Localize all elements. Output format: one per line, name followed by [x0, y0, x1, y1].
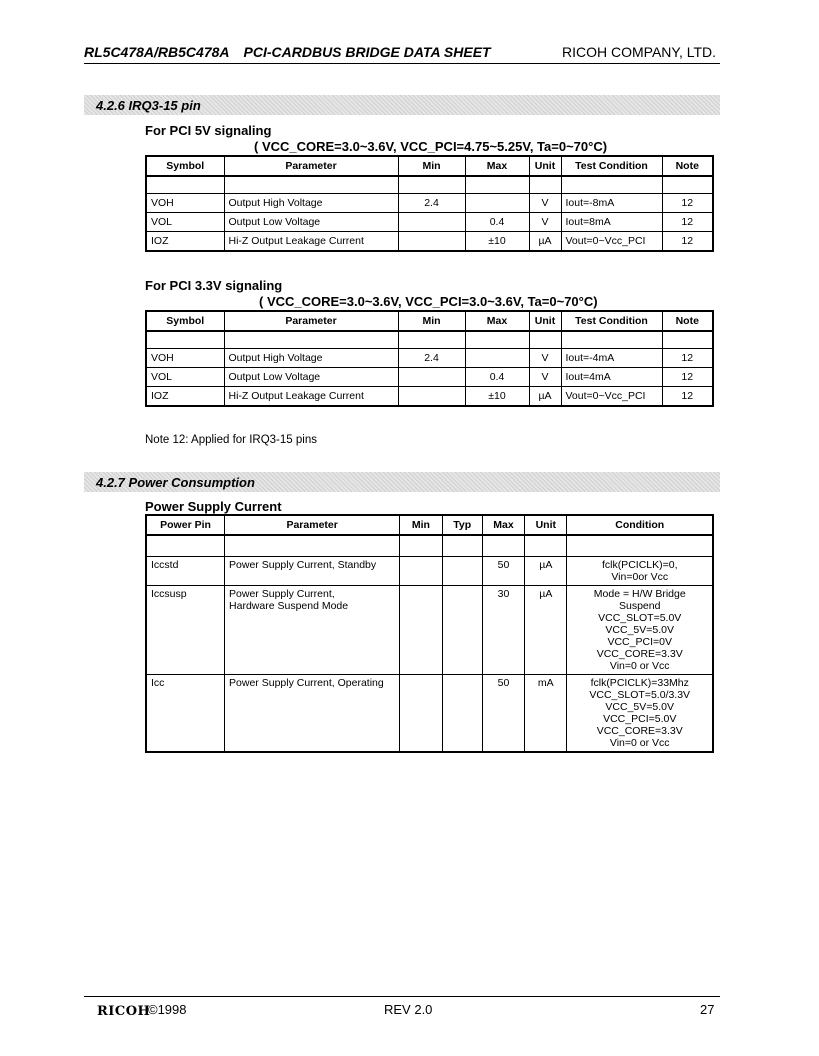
footer-rule [84, 996, 720, 997]
typ-value [442, 557, 482, 586]
table-cell [398, 368, 465, 387]
table-cell: ±10 [465, 387, 529, 407]
column-header: Condition [567, 515, 713, 535]
condition-line: Vin=0 or Vcc [609, 660, 670, 672]
table-cell: µA [529, 232, 561, 252]
column-header: Unit [525, 515, 567, 535]
parameter-line: Power Supply Current, Operating [229, 677, 384, 689]
table-cell: Output High Voltage [224, 349, 398, 368]
table-cell: 2.4 [398, 349, 465, 368]
footer-revision: REV 2.0 [384, 1002, 433, 1017]
condition-line: fclk(PCICLK)=33Mhz [590, 677, 689, 689]
table-cell: 12 [662, 349, 713, 368]
table-cell: IOZ [146, 387, 224, 407]
table-row [146, 213, 713, 232]
condition-line: VCC_SLOT=5.0/3.3V [589, 689, 691, 701]
power-heading: Power Supply Current [145, 499, 282, 514]
table-blank-row [146, 535, 713, 557]
max-value: 50 [482, 675, 524, 753]
table-cell: VOL [146, 213, 224, 232]
ricoh-logo [96, 1003, 151, 1021]
header-rule [84, 63, 720, 64]
table-cell: V [529, 194, 561, 213]
table-cell: Iout=8mA [561, 213, 662, 232]
table-row [146, 349, 713, 368]
svg-text:RICOH: RICOH [97, 1004, 151, 1019]
table-row [146, 557, 713, 586]
column-header: Max [482, 515, 524, 535]
table-cell: Output Low Voltage [224, 213, 398, 232]
column-header: Note [662, 156, 713, 176]
min-value [400, 586, 442, 675]
table-cell: 0.4 [465, 213, 529, 232]
column-header: Min [398, 311, 465, 331]
table-cell [398, 232, 465, 252]
parameter-line: Power Supply Current, [229, 588, 335, 600]
table-cell: IOZ [146, 232, 224, 252]
table-cell [398, 387, 465, 407]
company-name: RICOH COMPANY, LTD. [562, 44, 717, 60]
table-row [146, 368, 713, 387]
max-value: 50 [482, 557, 524, 586]
pci33v-conditions: ( VCC_CORE=3.0~3.6V, VCC_PCI=3.0~3.6V, Ta=0~70°C) [259, 294, 598, 309]
table-cell [465, 194, 529, 213]
section-title-power: 4.2.7 Power Consumption [96, 475, 255, 490]
condition-line: Suspend [619, 600, 661, 612]
footer-copyright: ©1998 [148, 1002, 187, 1017]
column-header: Unit [529, 156, 561, 176]
condition-line: Vin=0or Vcc [611, 571, 669, 583]
table-cell: 12 [662, 194, 713, 213]
condition-line: VCC_PCI=0V [607, 636, 672, 648]
pci5v-heading: For PCI 5V signaling [145, 123, 272, 138]
min-value [400, 675, 442, 753]
parameter-line: Hardware Suspend Mode [229, 600, 349, 612]
column-header: Typ [442, 515, 482, 535]
table-blank-row [146, 331, 713, 349]
table-cell: 0.4 [465, 368, 529, 387]
column-header: Parameter [224, 156, 398, 176]
unit-value: mA [525, 675, 567, 753]
table-cell: 2.4 [398, 194, 465, 213]
column-header: Unit [529, 311, 561, 331]
table-cell: Vout=0~Vcc_PCI [561, 387, 662, 407]
column-header: Test Condition [561, 311, 662, 331]
condition-line: VCC_CORE=3.3V [596, 725, 683, 737]
table-row [146, 387, 713, 407]
power-table [145, 514, 714, 753]
document-header-title [84, 44, 491, 60]
condition [567, 675, 713, 753]
pci33v-heading: For PCI 3.3V signaling [145, 278, 283, 293]
condition-line: VCC_5V=5.0V [605, 701, 675, 713]
table-row [146, 194, 713, 213]
table-row [146, 586, 713, 675]
ricoh-logo-mark [96, 1003, 151, 1019]
table-cell: 12 [662, 213, 713, 232]
table-header-row [146, 156, 713, 176]
table-cell: V [529, 349, 561, 368]
table-blank-row [146, 176, 713, 194]
pci5v-table [145, 155, 714, 252]
power-pin: Iccsusp [146, 586, 225, 675]
unit-value: µA [525, 586, 567, 675]
condition-line: VCC_CORE=3.3V [596, 648, 683, 660]
table-cell: 12 [662, 368, 713, 387]
table-cell: Output High Voltage [224, 194, 398, 213]
table-cell: Hi-Z Output Leakage Current [224, 387, 398, 407]
column-header: Symbol [146, 156, 224, 176]
condition-line: VCC_SLOT=5.0V [598, 612, 682, 624]
table-header-row [146, 515, 713, 535]
doc-id: RL5C478A/RB5C478A [84, 44, 230, 60]
table-cell: VOH [146, 349, 224, 368]
note-12: Note 12: Applied for IRQ3-15 pins [145, 434, 317, 446]
table-cell: Iout=4mA [561, 368, 662, 387]
section-bar-power [84, 472, 720, 492]
min-value [400, 557, 442, 586]
parameter [225, 557, 400, 586]
typ-value [442, 675, 482, 753]
power-pin: Icc [146, 675, 225, 753]
section-bar-irq [84, 95, 720, 115]
table-row [146, 232, 713, 252]
table-cell [398, 213, 465, 232]
condition-line: VCC_5V=5.0V [605, 624, 675, 636]
pci5v-conditions: ( VCC_CORE=3.0~3.6V, VCC_PCI=4.75~5.25V, Ta=0~70°C) [254, 139, 608, 154]
max-value: 30 [482, 586, 524, 675]
table-cell: V [529, 213, 561, 232]
table-cell: Output Low Voltage [224, 368, 398, 387]
condition [567, 586, 713, 675]
table-cell: 12 [662, 387, 713, 407]
parameter-line: Power Supply Current, Standby [229, 559, 377, 571]
condition-line: Vin=0 or Vcc [609, 737, 670, 749]
column-header: Symbol [146, 311, 224, 331]
table-row [146, 675, 713, 753]
section-title-irq: 4.2.6 IRQ3-15 pin [96, 98, 201, 113]
table-cell: Iout=-8mA [561, 194, 662, 213]
footer-page-number: 27 [700, 1002, 715, 1017]
column-header: Note [662, 311, 713, 331]
condition-line: VCC_PCI=5.0V [603, 713, 677, 725]
unit-value: µA [525, 557, 567, 586]
condition-line: fclk(PCICLK)=0, [601, 559, 678, 571]
column-header: Min [400, 515, 442, 535]
parameter [225, 675, 400, 753]
column-header: Max [465, 311, 529, 331]
power-pin: Iccstd [146, 557, 225, 586]
table-cell: V [529, 368, 561, 387]
condition-line: Mode = H/W Bridge [593, 588, 686, 600]
condition [567, 557, 713, 586]
column-header: Max [465, 156, 529, 176]
column-header: Parameter [224, 311, 398, 331]
table-cell: ±10 [465, 232, 529, 252]
typ-value [442, 586, 482, 675]
table-cell: µA [529, 387, 561, 407]
table-cell: Iout=-4mA [561, 349, 662, 368]
doc-title: PCI-CARDBUS BRIDGE DATA SHEET [243, 44, 491, 60]
column-header: Power Pin [146, 515, 225, 535]
table-cell: VOL [146, 368, 224, 387]
table-cell: Vout=0~Vcc_PCI [561, 232, 662, 252]
column-header: Test Condition [561, 156, 662, 176]
table-cell: Hi-Z Output Leakage Current [224, 232, 398, 252]
pci33v-table [145, 310, 714, 407]
table-cell [465, 349, 529, 368]
table-cell: VOH [146, 194, 224, 213]
table-cell: 12 [662, 232, 713, 252]
parameter [225, 586, 400, 675]
column-header: Parameter [225, 515, 400, 535]
table-header-row [146, 311, 713, 331]
column-header: Min [398, 156, 465, 176]
